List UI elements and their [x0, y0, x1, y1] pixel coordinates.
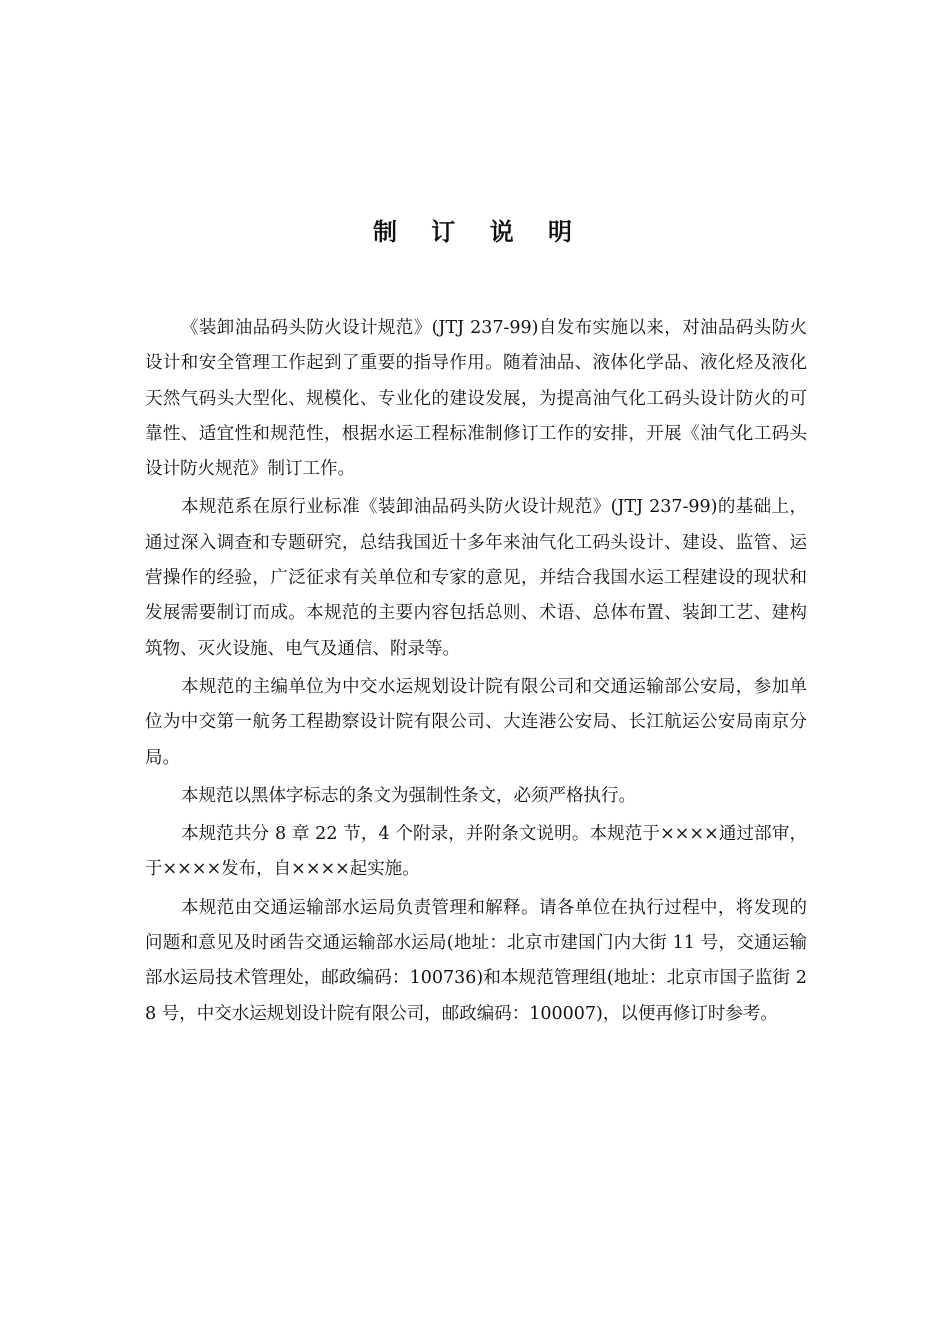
paragraph-mandatory: 本规范以黑体字标志的条文为强制性条文，必须严格执行。 — [181, 785, 636, 806]
paragraph-editors: 本规范的主编单位为中交水运规划设计院有限公司和交通运输部公安局，参加单位为中交第一航务工程勘察设计院有限公司、大连港公安局、长江航运公安局南京分局。 — [145, 676, 807, 768]
paragraph-structure: 本规范共分 8 章 22 节，4 个附录，并附条文说明。本规范于××××通过部审，于××××发布，自××××起实施。 — [145, 824, 807, 880]
document-body — [145, 311, 807, 1035]
paragraph-background: 《装卸油品码头防火设计规范》(JTJ 237-99)自发布实施以来，对油品码头防火设计和安全管理工作起到了重要的指导作用。随着油品、液体化学品、液化烃及液化天然气码头大型化、规模化、专业化的建设发展，为提高油气化工码头设计防火的可靠性、适宜性和规范性，根据水运工程标准制修订工作的安排，开展《油气化工码头设计防火规范》制订工作。 — [145, 318, 807, 480]
paragraph-basis: 本规范系在原行业标准《装卸油品码头防火设计规范》(JTJ 237-99)的基础上，通过深入调查和专题研究，总结我国近十多年来油气化工码头设计、建设、监管、运营操作的经验，广泛征求有关单位和专家的意见，并结合我国水运工程建设的现状和发展需要制订而成。本规范的主要内容包括总则、术语、总体布置、装卸工艺、建构筑物、灭火设施、电气及通信、附录等。 — [145, 497, 807, 659]
paragraph-contact: 本规范由交通运输部水运局负责管理和解释。请各单位在执行过程中，将发现的问题和意见及时函告交通运输部水运局(地址：北京市建国门内大街 11 号，交通运输部水运局技术管理处，邮政编码：100736)和本规范管理组(地址：北京市国子监街 28 号，中交水运规划设计院有限公司，邮政编码：100007)，以便再修订时参考。 — [145, 897, 807, 1024]
page-title: 制 订 说 明 — [372, 218, 586, 246]
